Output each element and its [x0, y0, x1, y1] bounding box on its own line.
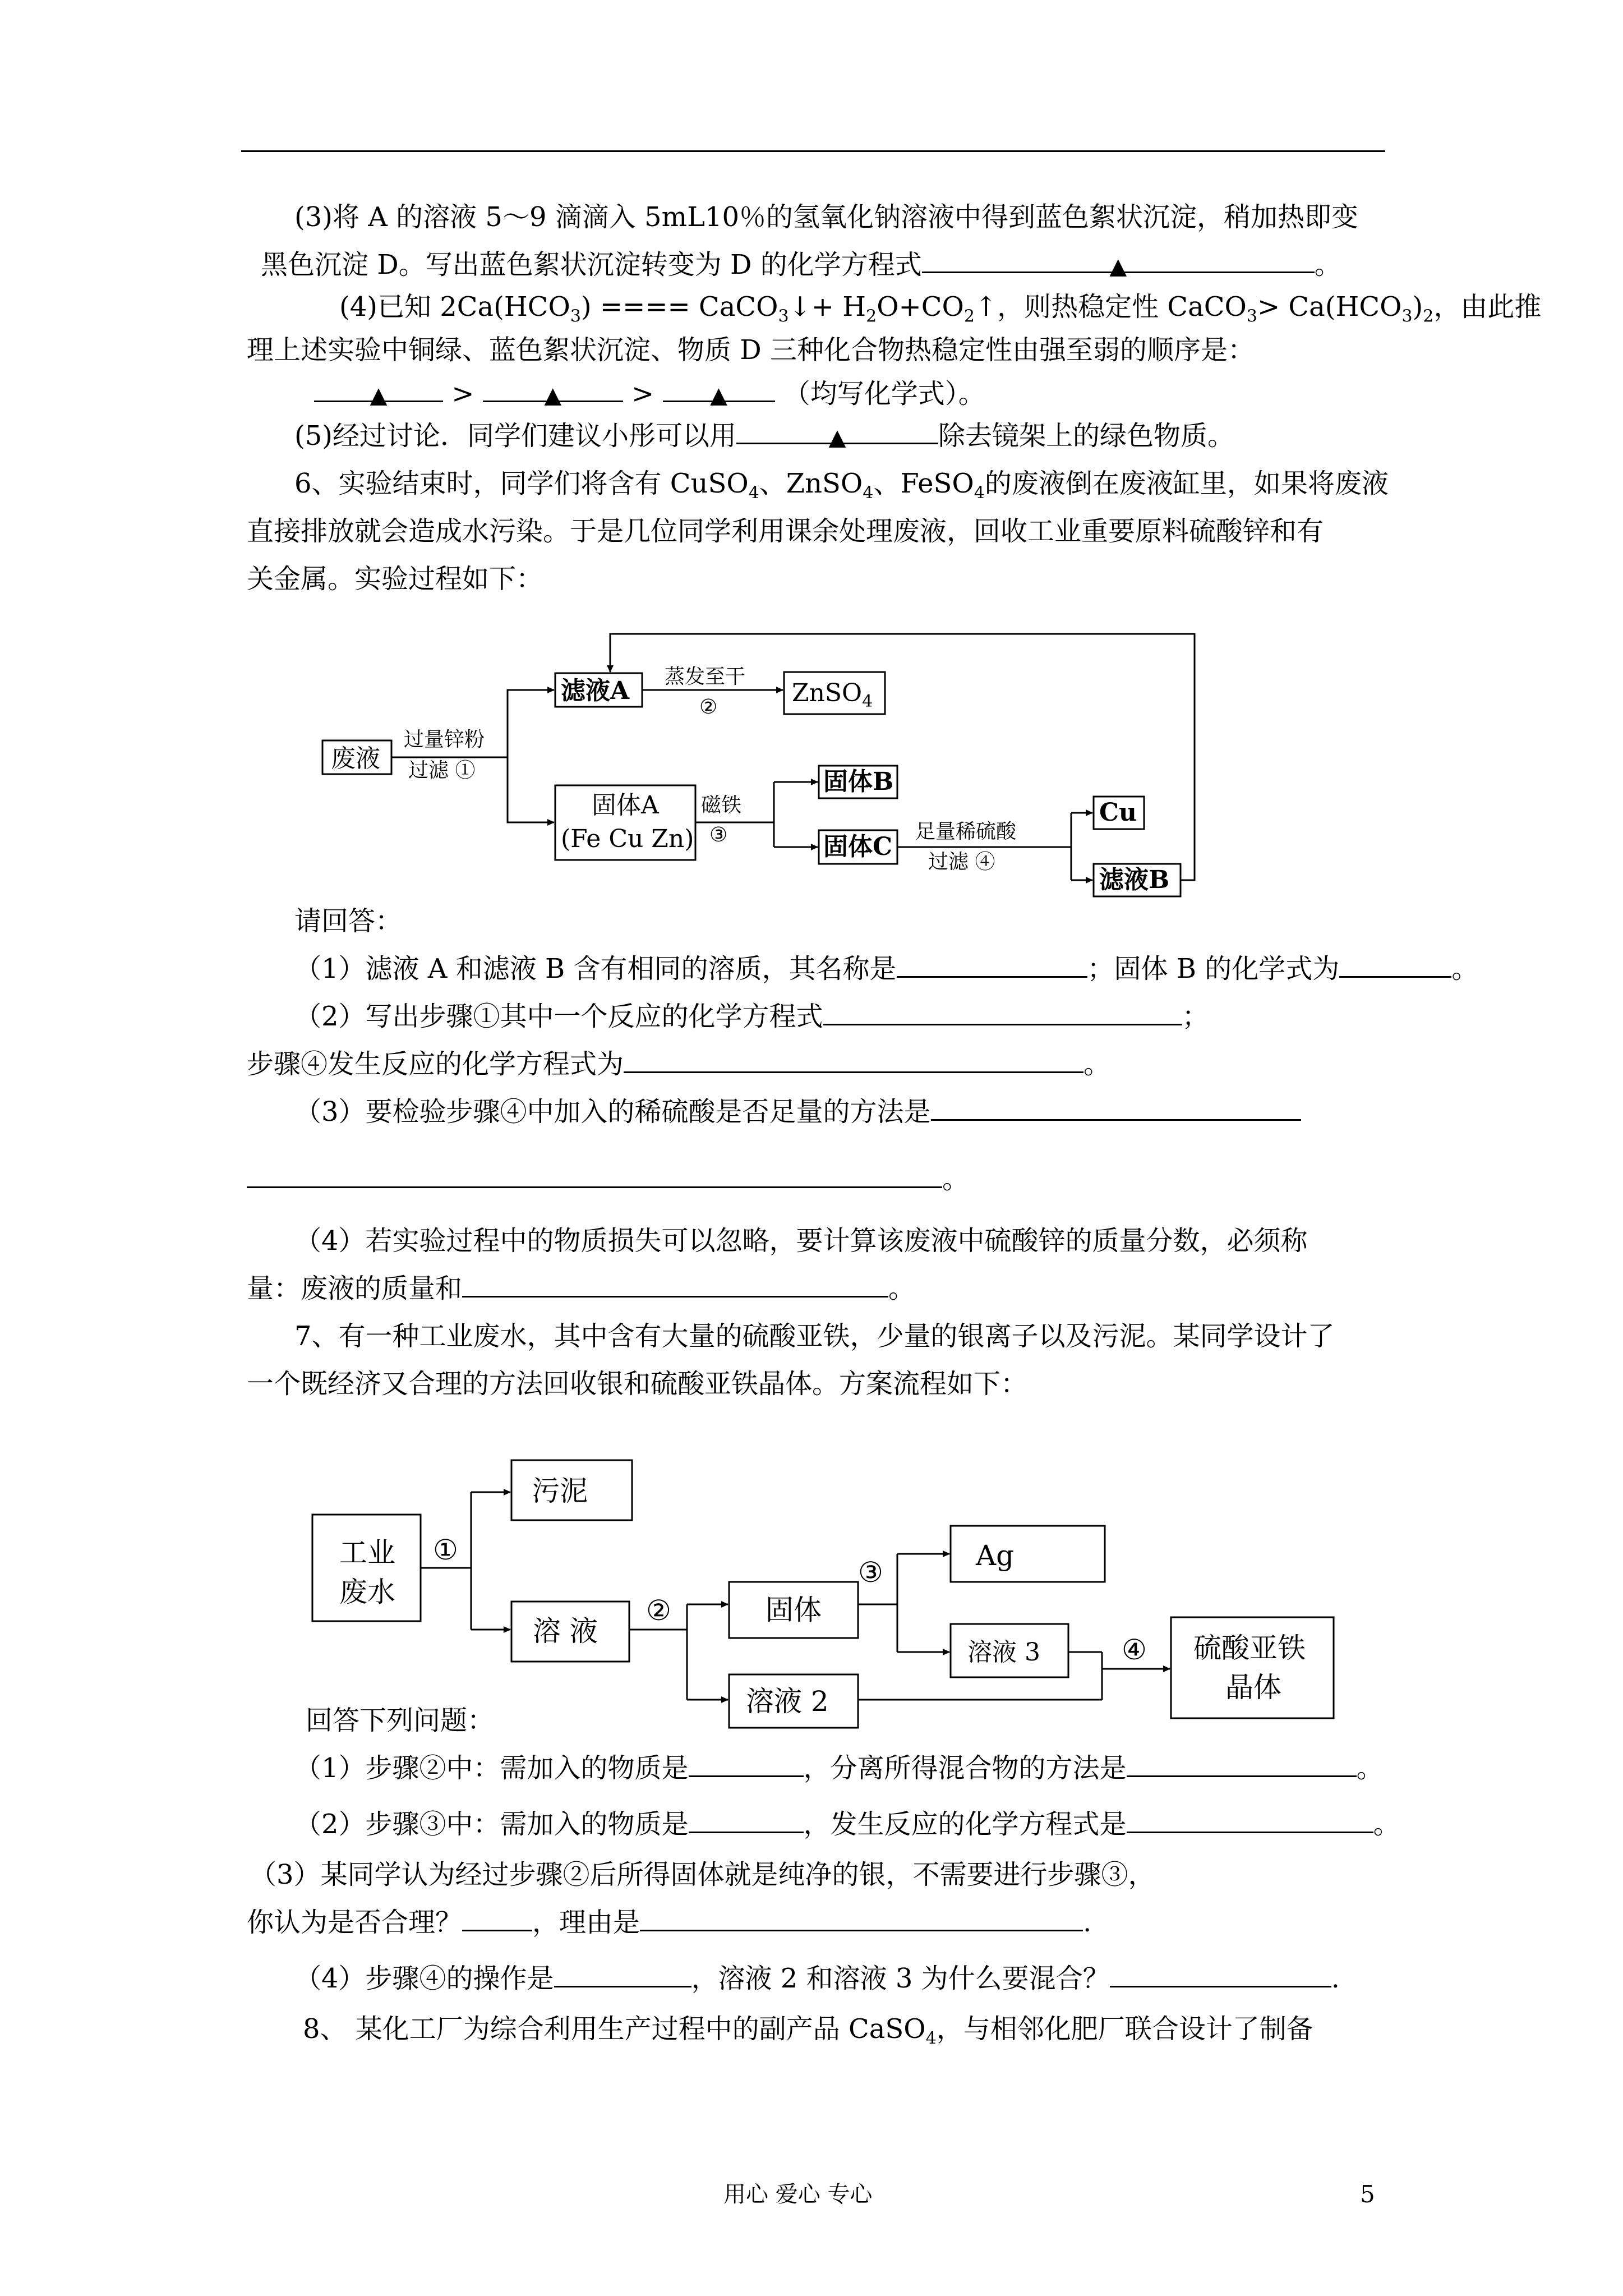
q7-sludge-label: 污泥	[532, 1475, 588, 1507]
q5-order-blank-3[interactable]: ▲	[663, 376, 775, 402]
q6-magnet-label: 磁铁	[701, 794, 742, 817]
q7-step1-label: ①	[433, 1534, 458, 1566]
q5-part3-line2: 黑色沉淀 D。写出蓝色絮状沉淀转变为 D 的化学方程式 ▲ 。	[261, 247, 1341, 283]
q6-answer-2-line2: 步骤④发生反应的化学方程式为 。	[247, 1046, 1110, 1082]
q6-answer-4-line1: （4）若实验过程中的物质损失可以忽略，要计算该废液中硫酸锌的质量分数，必须称	[294, 1225, 1308, 1257]
q5-part4-line3: ▲ > ▲ > ▲ （均写化学式）。	[314, 376, 985, 412]
q6-cu-label: Cu	[1099, 798, 1137, 827]
q7-ag-label: Ag	[976, 1539, 1015, 1572]
q7-step3-label: ③	[858, 1556, 883, 1589]
q7-answer-1: （1）步骤②中：需加入的物质是 ，分离所得混合物的方法是 。	[294, 1750, 1384, 1786]
q6-filtrateA-label: 滤液A	[561, 677, 630, 705]
q7-crystal-line2: 晶体	[1225, 1671, 1281, 1704]
q6-acid-label: 足量稀硫酸	[915, 820, 1017, 843]
q7-wastewater-line1: 工业	[339, 1536, 395, 1569]
q6-znso4-label: ZnSO$_4$	[792, 679, 873, 711]
q7-a4-blank-1[interactable]	[554, 1961, 691, 1987]
q7-a1-blank-1[interactable]	[689, 1751, 804, 1777]
q6-evaporate-label: 蒸发至干	[665, 665, 746, 688]
q7-box-ag	[951, 1526, 1105, 1582]
q7-answer-3-line2: 你认为是否合理？ ，理由是 .	[247, 1904, 1091, 1940]
q6-answer-1: （1）滤液 A 和滤液 B 含有相同的溶质，其名称是 ；固体 B 的化学式为 。	[294, 951, 1478, 987]
q7-solution3-label: 溶液 3	[967, 1638, 1040, 1667]
q5-order-blank-1[interactable]: ▲	[314, 376, 443, 402]
q7-crystal-line1: 硫酸亚铁	[1193, 1632, 1306, 1664]
q8-intro: 8、 某化工厂为综合利用生产过程中的副产品 CaSO$_4$，与相邻化肥厂联合设计了制备	[303, 2013, 1313, 2049]
q6-waste-label: 废液	[331, 744, 380, 773]
q6-answer-3-line1: （3）要检验步骤④中加入的稀硫酸是否足量的方法是	[294, 1094, 1301, 1130]
q7-intro-line2: 一个既经济又合理的方法回收银和硫酸亚铁晶体。方案流程如下：	[247, 1368, 1028, 1400]
q5-order-blank-2[interactable]: ▲	[483, 376, 623, 402]
q5-part3-blank[interactable]: ▲	[922, 247, 1315, 273]
q6-intro-line2: 直接排放就会造成水污染。于是几位同学利用课余处理废液，回收工业重要原料硫酸锌和有	[247, 516, 1324, 547]
q6-filter4-label: 过滤 ④	[928, 850, 995, 873]
q7-solid-label: 固体	[766, 1594, 822, 1626]
q7-wastewater-line2: 废水	[339, 1576, 395, 1608]
q6-filter1-label: 过滤 ①	[408, 759, 476, 782]
q6-intro-line3: 关金属。实验过程如下：	[247, 563, 543, 595]
q6-filtrateB-label: 滤液B	[1099, 866, 1170, 894]
q6-solidA-composition: (Fe Cu Zn)	[561, 825, 694, 853]
q6-answer-2-line1: （2）写出步骤①其中一个反应的化学方程式 ；	[294, 999, 1209, 1034]
q6-solidA-label: 固体A	[592, 791, 659, 820]
q7-step4-label: ④	[1122, 1634, 1147, 1666]
q7-a4-blank-2[interactable]	[1110, 1961, 1331, 1987]
page-number: 5	[1360, 2180, 1375, 2208]
q6-intro-line1: 6、实验结束时，同学们将含有 CuSO$_4$、ZnSO$_4$、FeSO$_4$的废液倒在废液缸里，如果将废液	[294, 468, 1389, 503]
q6-please-answer: 请回答：	[294, 905, 403, 937]
q6-solidC-label: 固体C	[823, 832, 893, 861]
q7-answer-heading: 回答下列问题：	[306, 1705, 495, 1736]
q6-step2-label: ②	[699, 696, 718, 719]
q5-part4-line2: 理上述实验中铜绿、蓝色絮状沉淀、物质 D 三种化合物热稳定性由强至弱的顺序是：	[247, 334, 1255, 366]
q5-part5: (5)经过讨论．同学们建议小彤可以用 ▲ 除去镜架上的绿色物质。	[294, 418, 1234, 454]
q7-intro-line1: 7、有一种工业废水，其中含有大量的硫酸亚铁，少量的银离子以及污泥。某同学设计了	[294, 1320, 1335, 1352]
footer-motto: 用心 爱心 专心	[723, 2182, 873, 2207]
q7-answer-2: （2）步骤③中：需加入的物质是 ，发生反应的化学方程式是 。	[294, 1806, 1400, 1842]
q6-solidB-label: 固体B	[823, 767, 894, 796]
q5-part4-line1: (4)已知 $2Ca(HCO_3)$ ==== CaCO$_3$↓+ $H_2O+CO_2↑$，则热稳定性 CaCO$_3$> $Ca(HCO_3)_2$，由此推	[339, 291, 1542, 326]
q7-solution2-label: 溶液 2	[746, 1685, 829, 1718]
q6-answer-4-line2: 量：废液的质量和 。	[247, 1271, 915, 1306]
q7-a2-blank-1[interactable]	[689, 1807, 804, 1833]
q7-solution-label: 溶 液	[533, 1615, 598, 1648]
q5-part3-line1: (3)将 A 的溶液 5～9 滴滴入 5mL10％的氢氧化钠溶液中得到蓝色絮状沉淀，稍加热即变	[294, 201, 1359, 233]
q6-step3-label: ③	[709, 823, 728, 846]
q5-part5-blank[interactable]: ▲	[736, 418, 938, 444]
q7-answer-4: （4）步骤④的操作是 ，溶液 2 和溶液 3 为什么要混合？ .	[294, 1961, 1340, 1996]
q7-answer-3-line1: （3）某同学认为经过步骤②后所得固体就是纯净的银，不需要进行步骤③，	[250, 1859, 1155, 1890]
q6-excess-zinc-label: 过量锌粉	[404, 728, 485, 751]
q7-a3-blank-1[interactable]	[462, 1905, 532, 1931]
q7-a1-blank-2[interactable]	[1127, 1751, 1357, 1777]
q6-answer-3-line2: 。	[247, 1161, 969, 1197]
q7-step2-label: ②	[646, 1594, 671, 1627]
q7-a3-blank-2[interactable]	[640, 1905, 1083, 1931]
q7-a2-blank-2[interactable]	[1127, 1807, 1373, 1833]
